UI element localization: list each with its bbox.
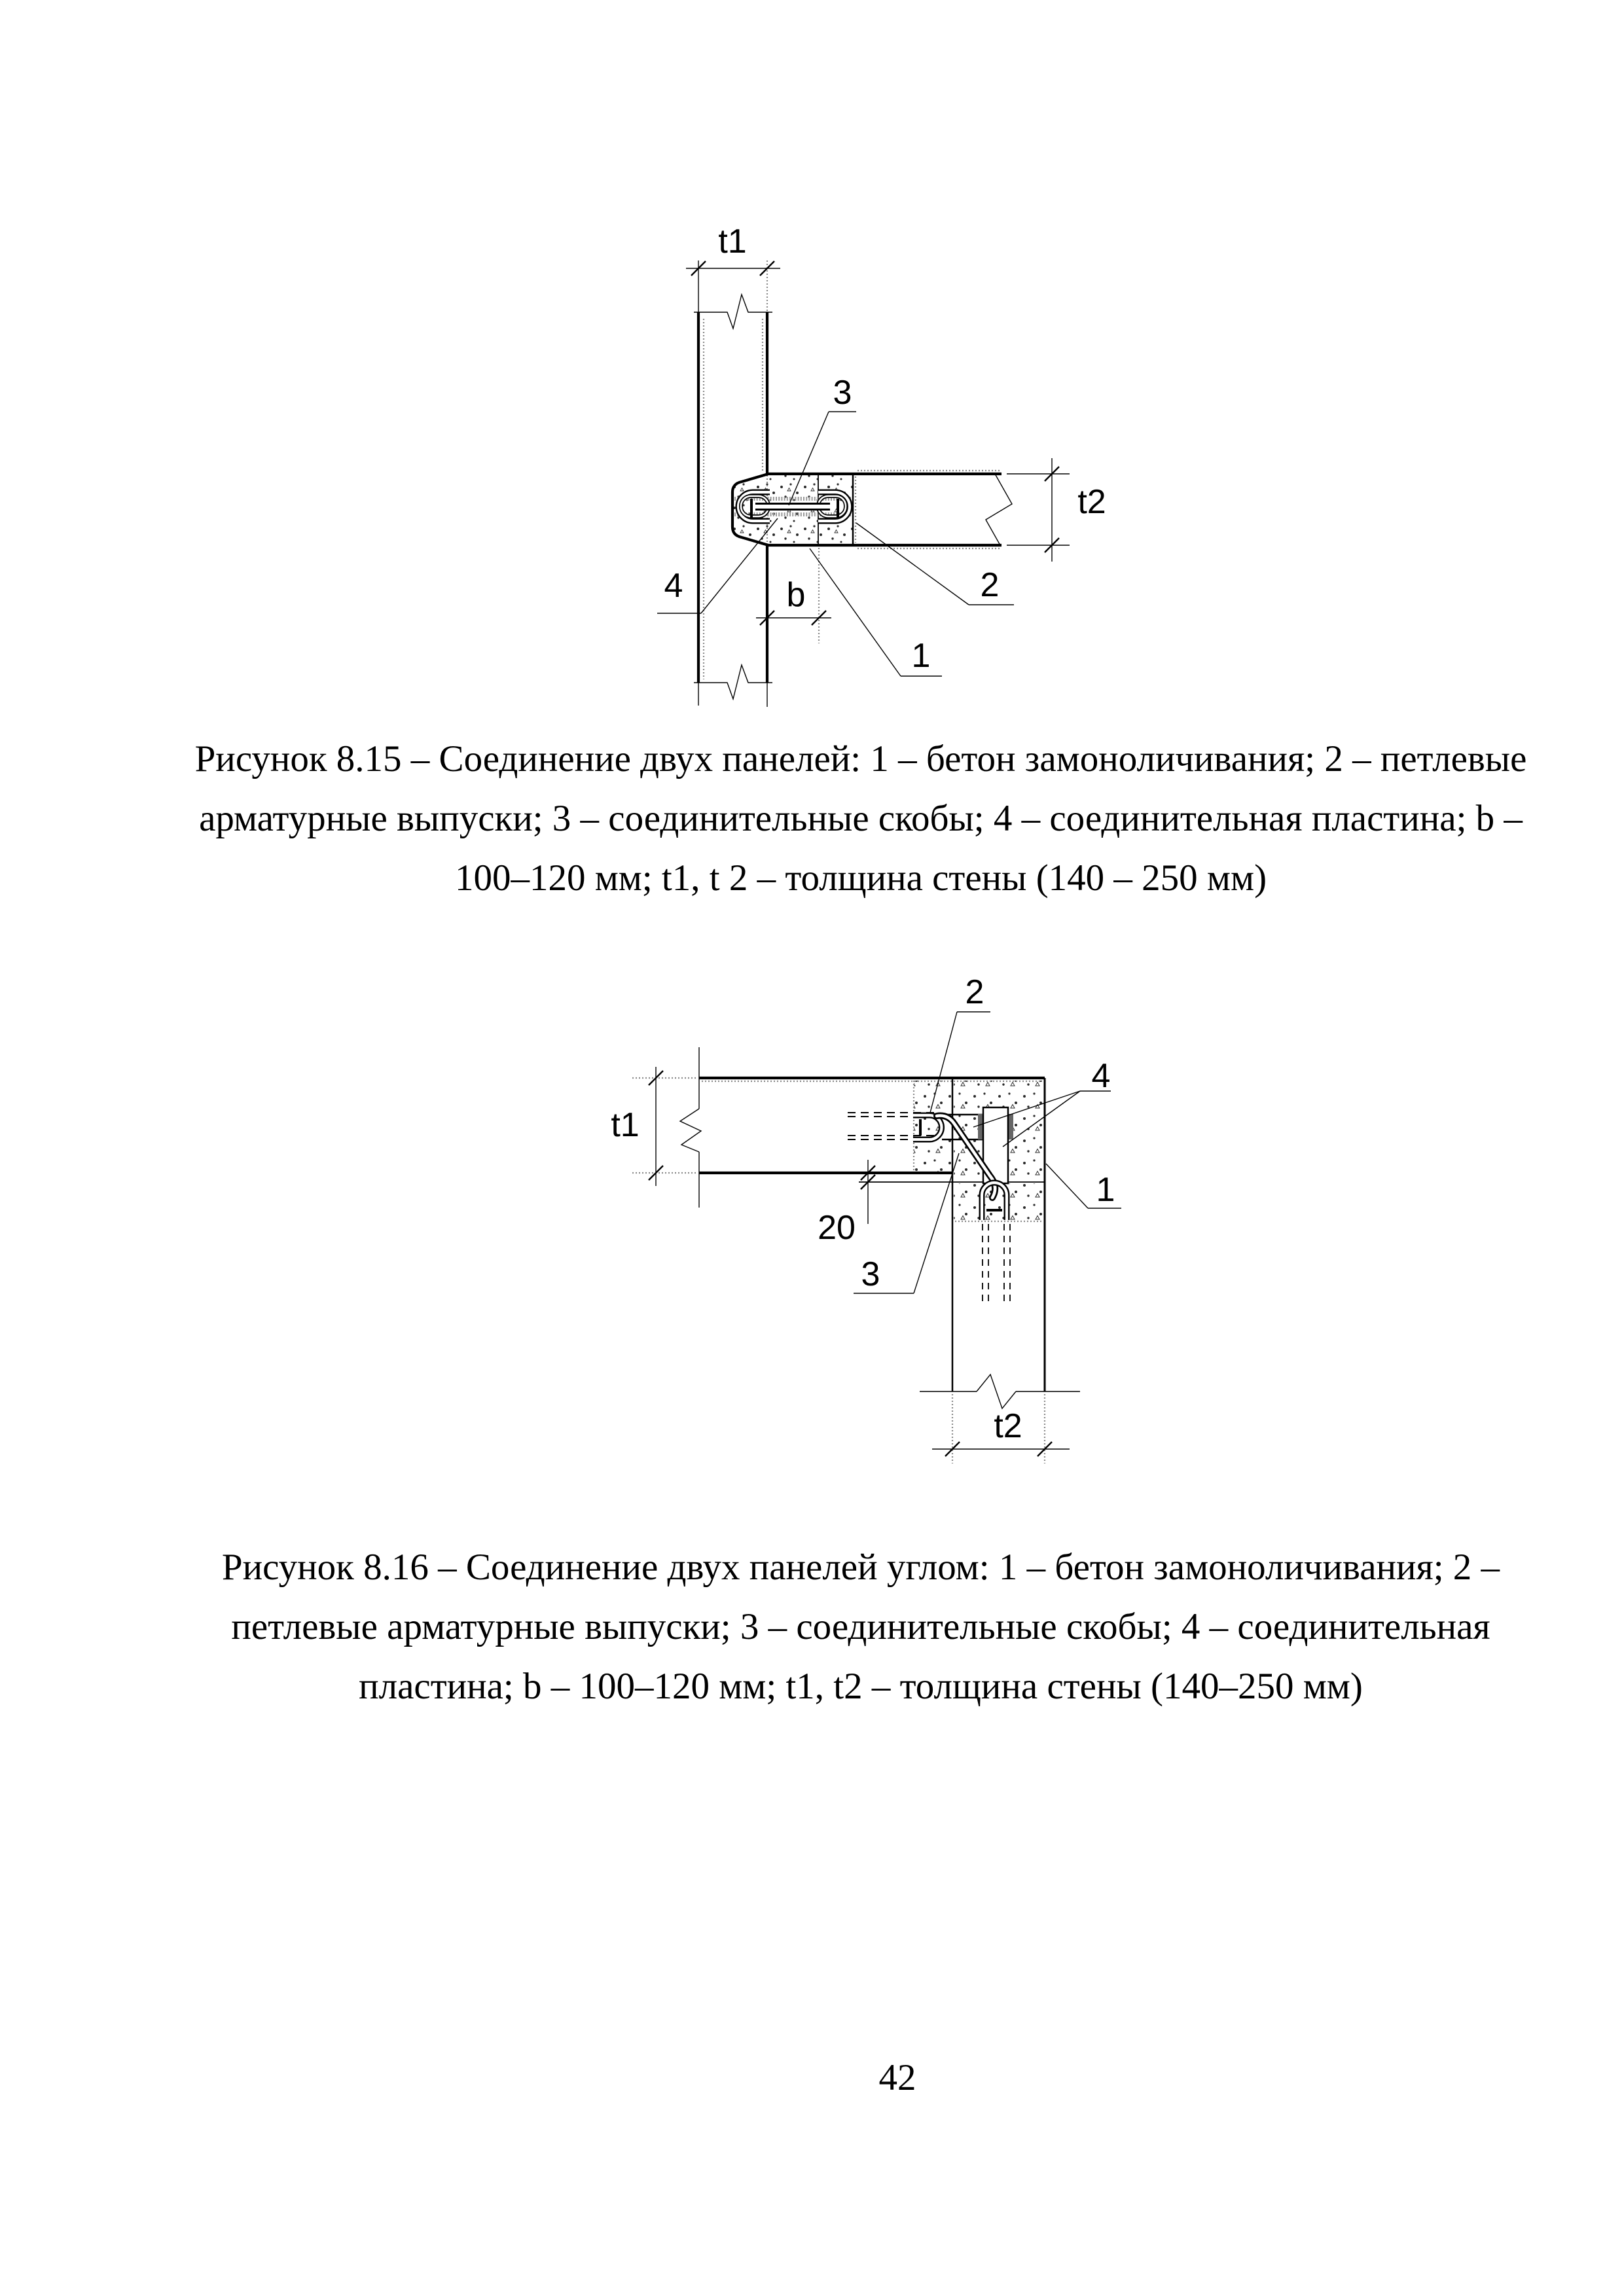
caption-line: пластина; b – 100–120 мм; t1, t2 – толщина стены (140–250 мм)	[359, 1666, 1363, 1707]
caption-line: петлевые арматурные выпуски; 3 – соединительные скобы; 4 – соединительная	[231, 1606, 1490, 1647]
callout-1: 1	[911, 637, 931, 675]
label-t1: t1	[611, 1106, 640, 1144]
callout-4: 4	[1091, 1057, 1111, 1095]
label-t2: t2	[994, 1407, 1022, 1445]
dimension-t1	[686, 223, 780, 276]
caption-line: арматурные выпуски; 3 – соединительные скобы; 4 – соединительная пластина; b –	[199, 798, 1523, 839]
callout-1: 1	[1096, 1171, 1115, 1209]
page-number: 42	[878, 2057, 916, 2098]
figure-8-15-drawing	[615, 216, 1126, 720]
label-t1: t1	[718, 223, 747, 260]
callout-3: 3	[833, 374, 852, 412]
callout-2: 2	[980, 566, 1000, 604]
dimension-t1	[611, 1067, 698, 1186]
label-b: b	[786, 576, 806, 614]
caption-line: 100–120 мм; t1, t 2 – толщина стены (140 – 250 мм)	[454, 857, 1267, 899]
callout-2: 2	[965, 973, 984, 1011]
figure-8-16-caption	[98, 1537, 1623, 1716]
dimension-t2	[1007, 458, 1106, 562]
callout-4: 4	[664, 567, 683, 605]
caption-line: Рисунок 8.15 – Соединение двух панелей: 1 – бетон замоноличивания; 2 – петлевые	[194, 738, 1527, 780]
label-20: 20	[818, 1209, 856, 1247]
caption-line: Рисунок 8.16 – Соединение двух панелей углом: 1 – бетон замоноличивания; 2 –	[221, 1547, 1500, 1588]
callout-3: 3	[861, 1255, 880, 1293]
label-t2: t2	[1077, 483, 1106, 521]
figure-8-15-caption	[98, 729, 1623, 908]
figure-8-16-drawing	[602, 972, 1139, 1476]
